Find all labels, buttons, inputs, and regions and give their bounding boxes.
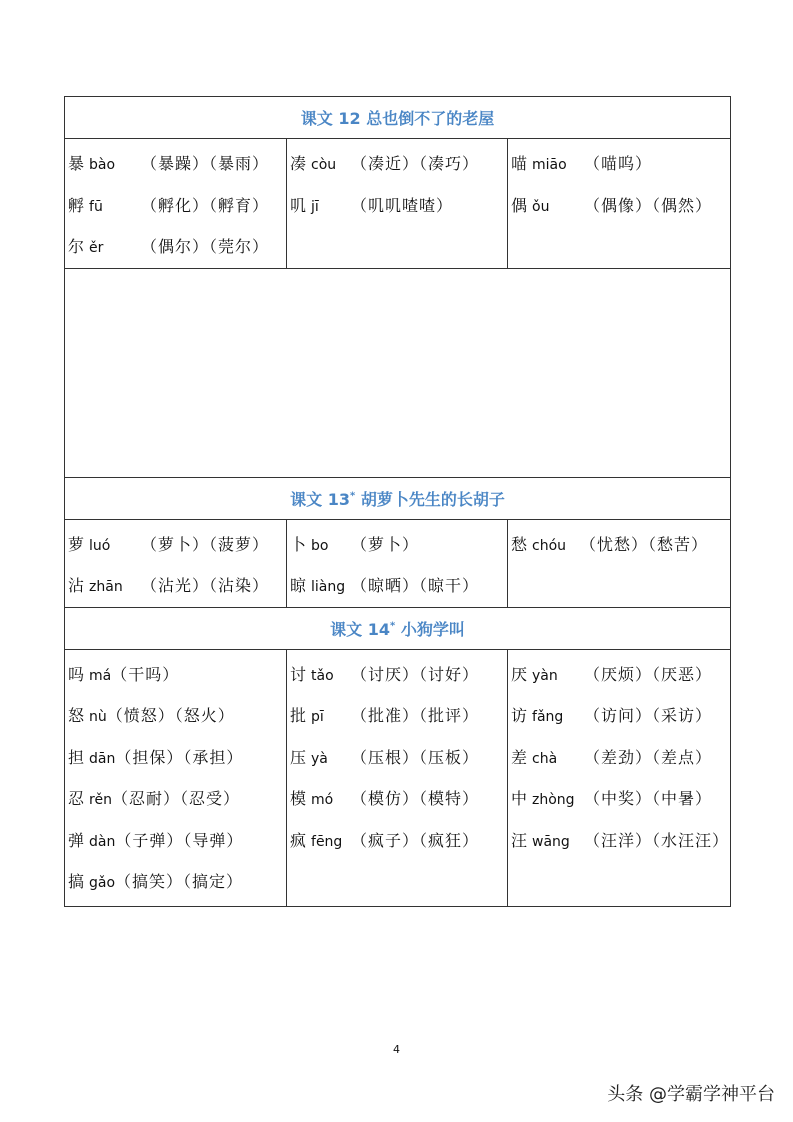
word-row (65, 649, 731, 906)
entry-words: （压根）（压板） (351, 747, 480, 767)
entry-character: 叽 (290, 195, 308, 215)
word-entry (65, 778, 286, 820)
entry-character: 忍 (68, 789, 86, 808)
entry-words: （忍耐）（忍受） (111, 789, 240, 808)
entry-character: 搞 (68, 872, 86, 891)
entry-character: 担 (68, 747, 86, 767)
title-prefix: 课文 (290, 489, 323, 509)
entry-words: （批准）（批评） (351, 706, 480, 725)
entry-character: 吗 (68, 664, 86, 684)
entry-words: （差劲）（差点） (584, 747, 713, 767)
word-entry (287, 778, 507, 820)
entry-words: （子弹）（导弹） (115, 830, 244, 850)
title-number: 14 (367, 619, 391, 639)
entry-pinyin: zhòng (532, 792, 575, 808)
entry-words: （萝卜）（菠萝） (141, 534, 270, 554)
entry-words: （喵呜） (584, 154, 653, 173)
entry-pinyin: tǎo (311, 667, 334, 684)
word-entry (65, 695, 286, 737)
entry-character: 压 (290, 747, 308, 767)
entry-pinyin: liàng (311, 579, 346, 595)
entry-words: （叽叽喳喳） (351, 195, 454, 215)
title-name: 胡萝卜先生的长胡子 (360, 489, 505, 509)
entry-words: （讨厌）（讨好） (351, 664, 480, 684)
entry-character: 厌 (511, 664, 529, 684)
word-entry (508, 654, 730, 696)
entry-pinyin: miāo (532, 157, 567, 173)
word-column (65, 519, 287, 607)
entry-pinyin: nù (89, 709, 107, 725)
entry-character: 卜 (290, 534, 308, 554)
entry-words: （汪洋）（水汪汪） (584, 830, 730, 850)
title-number: 13 (327, 489, 351, 509)
word-column (508, 139, 731, 269)
entry-character: 孵 (68, 195, 86, 215)
entry-pinyin: chóu (532, 537, 567, 554)
title-optional-mark: * (390, 620, 396, 632)
entry-words: （干吗） (111, 664, 180, 684)
entry-pinyin: ǒu (532, 198, 550, 215)
section-title (65, 477, 731, 519)
word-entry (508, 778, 730, 820)
entry-character: 沾 (68, 576, 86, 595)
word-column (65, 649, 287, 906)
word-entry (65, 185, 286, 227)
entry-pinyin: chà (532, 750, 558, 767)
entry-character: 愁 (511, 534, 529, 554)
entry-character: 差 (511, 747, 529, 767)
entry-character: 萝 (68, 534, 86, 554)
entry-pinyin: dàn (89, 833, 116, 850)
word-column (508, 649, 731, 906)
entry-character: 暴 (68, 154, 86, 173)
section-title-row (65, 97, 731, 139)
entry-character: 访 (511, 706, 529, 725)
entry-character: 喵 (511, 154, 529, 173)
entry-words: （晾晒）（晾干） (351, 576, 480, 595)
word-entry (508, 524, 730, 566)
section-title-row (65, 607, 731, 649)
title-prefix: 课文 (330, 619, 363, 639)
entry-pinyin: wāng (532, 833, 570, 850)
word-entry (65, 524, 286, 566)
entry-pinyin: luó (89, 537, 111, 554)
word-column (508, 519, 731, 607)
entry-words: （疯子）（疯狂） (351, 830, 480, 850)
word-entry (65, 226, 286, 268)
word-row (65, 519, 731, 607)
section-title (65, 607, 731, 649)
word-entry (287, 820, 507, 862)
title-name: 总也倒不了的老屋 (366, 109, 495, 128)
entry-pinyin: yàn (532, 667, 558, 684)
entry-pinyin: rěn (89, 792, 112, 808)
word-entry (65, 143, 286, 185)
word-column (287, 139, 508, 269)
entry-character: 讨 (290, 664, 308, 684)
entry-character: 中 (511, 789, 529, 808)
entry-character: 汪 (511, 830, 529, 850)
entry-words: （忧愁）（愁苦） (580, 534, 709, 554)
entry-words: （萝卜） (351, 534, 420, 554)
word-entry (287, 565, 507, 607)
entry-character: 疯 (290, 830, 308, 850)
entry-pinyin: mó (311, 792, 334, 808)
entry-character: 偶 (511, 195, 529, 215)
word-entry (65, 654, 286, 696)
entry-pinyin: ěr (89, 240, 104, 256)
blank-row (65, 268, 731, 477)
entry-character: 弹 (68, 830, 86, 850)
entry-words: （模仿）（模特） (351, 789, 480, 808)
entry-pinyin: má (89, 667, 112, 684)
word-column (287, 519, 508, 607)
entry-words: （厌烦）（厌恶） (584, 664, 713, 684)
section-title-row (65, 477, 731, 519)
word-entry (508, 820, 730, 862)
entry-pinyin: bo (311, 537, 329, 554)
vocabulary-table (64, 96, 731, 907)
entry-words: （偶尔）（莞尔） (141, 237, 270, 256)
entry-pinyin: fēng (311, 833, 343, 850)
word-entry (287, 143, 507, 185)
entry-words: （中奖）（中暑） (584, 789, 713, 808)
word-entry (508, 185, 730, 227)
entry-pinyin: jī (311, 198, 319, 215)
entry-words: （愤怒）（怒火） (106, 706, 235, 725)
entry-words: （访问）（采访） (584, 706, 713, 725)
entry-character: 怒 (68, 706, 86, 725)
word-entry (287, 524, 507, 566)
title-number: 12 (338, 109, 361, 128)
word-entry (287, 185, 507, 227)
entry-character: 尔 (68, 237, 86, 256)
title-optional-mark: * (350, 490, 356, 502)
entry-pinyin: pī (311, 709, 324, 725)
word-column (287, 649, 508, 906)
word-entry (65, 820, 286, 862)
blank-area (65, 268, 731, 477)
word-entry (65, 861, 286, 903)
entry-pinyin: zhān (89, 579, 123, 595)
entry-words: （偶像）（偶然） (584, 195, 713, 215)
word-entry (287, 737, 507, 779)
word-entry (65, 737, 286, 779)
entry-words: （暴躁）（暴雨） (141, 154, 270, 173)
entry-pinyin: fǎng (532, 709, 564, 725)
title-name: 小狗学叫 (400, 619, 465, 639)
watermark: 头条 @学霸学神平台 (607, 1084, 775, 1105)
section-title (65, 97, 731, 139)
word-entry (508, 143, 730, 185)
entry-character: 批 (290, 706, 308, 725)
entry-pinyin: fū (89, 198, 103, 215)
entry-character: 凑 (290, 154, 308, 173)
entry-pinyin: bào (89, 157, 116, 173)
word-entry (287, 654, 507, 696)
word-entry (508, 737, 730, 779)
word-row (65, 139, 731, 269)
word-entry (65, 565, 286, 607)
entry-words: （凑近）（凑巧） (351, 154, 480, 173)
entry-pinyin: còu (311, 157, 337, 173)
entry-words: （担保）（承担） (115, 747, 244, 767)
entry-words: （搞笑）（搞定） (115, 872, 244, 891)
entry-words: （沾光）（沾染） (141, 576, 270, 595)
title-prefix: 课文 (300, 109, 333, 128)
entry-pinyin: dān (89, 750, 116, 767)
word-entry (508, 695, 730, 737)
word-entry (287, 695, 507, 737)
word-column (65, 139, 287, 269)
entry-pinyin: gǎo (89, 875, 116, 891)
entry-character: 晾 (290, 576, 308, 595)
entry-pinyin: yà (311, 750, 328, 767)
entry-words: （孵化）（孵育） (141, 195, 270, 215)
entry-character: 模 (290, 789, 308, 808)
page-number: 4 (393, 1043, 400, 1056)
